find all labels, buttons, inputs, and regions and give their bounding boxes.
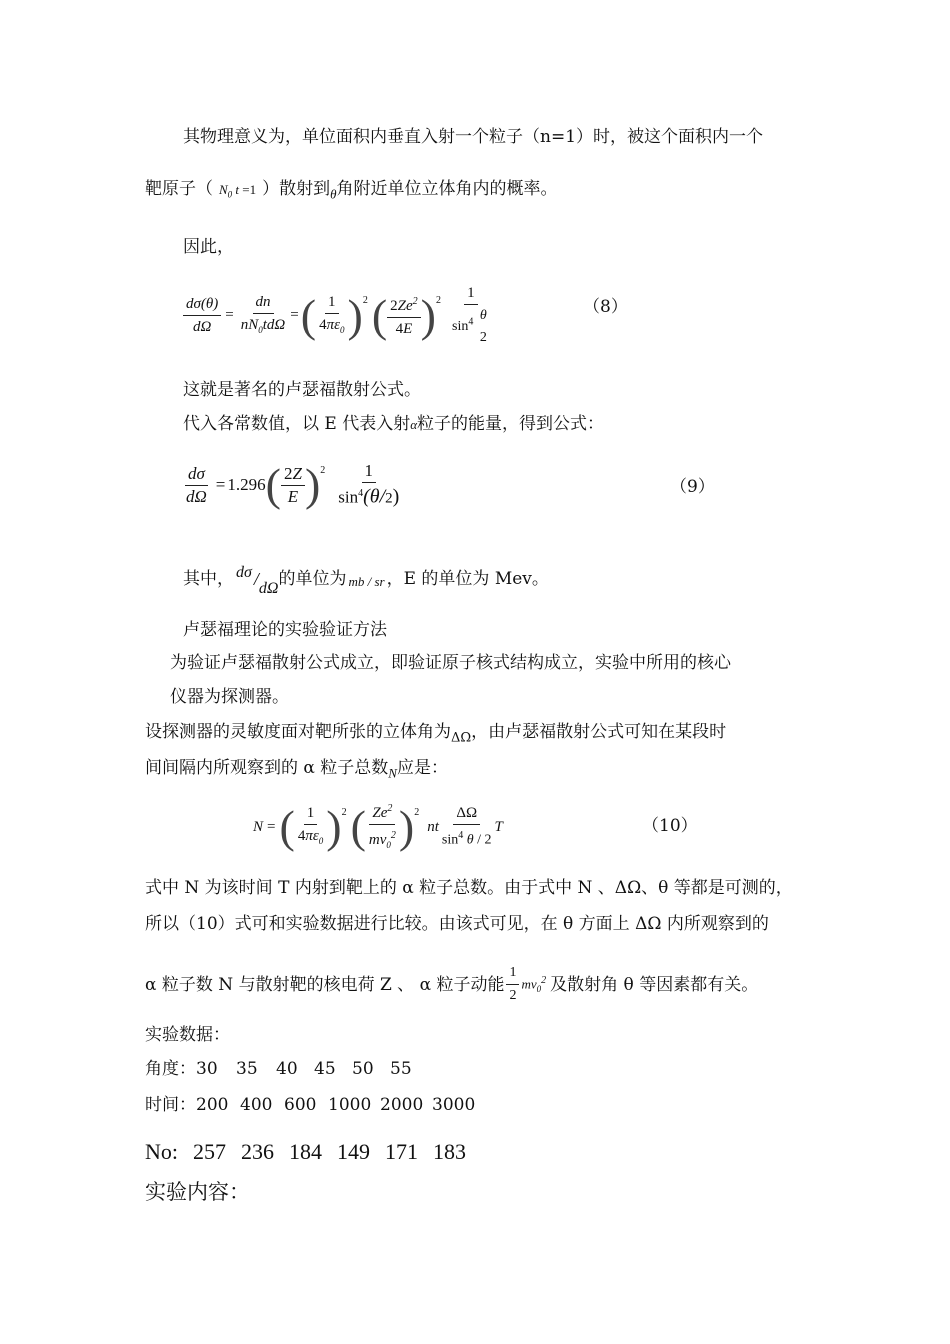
rutherford-formula-line: 这就是著名的卢瑟福散射公式。 xyxy=(183,380,421,400)
units-text-b: 的单位为 xyxy=(278,569,347,589)
angle-value: 40 xyxy=(276,1059,298,1079)
detector-text-c: 间间隔内所观察到的 α 粒子总数 xyxy=(145,758,389,778)
equation-10: N = ( $\frac{1}{4\pi\varepsilon_0}$ ) 2 ( $\frac{Ze^2}{mv_0^2}$ ) 2 nt $\frac{\Delta\Omega}{\sin^4 \theta / 2}$ T xyxy=(253,801,503,852)
time-row xyxy=(145,1094,482,1116)
angle-row xyxy=(145,1058,428,1080)
delta-omega-symbol: ΔΩ xyxy=(451,730,472,746)
units-text-a: 其中， xyxy=(183,569,234,589)
theta-symbol: θ xyxy=(330,186,337,202)
n0t-equals-1: $N_0$ t =1 xyxy=(219,182,257,200)
angle-value: 55 xyxy=(390,1059,412,1079)
eq9-coefficient: 1.296 xyxy=(227,475,266,494)
substitute-line xyxy=(183,413,604,436)
angle-label: 角度： xyxy=(145,1059,196,1079)
para1-text-a: 靶原子（ xyxy=(145,179,213,199)
substitute-text-a: 代入各常数值，以 E 代表入射 xyxy=(183,414,411,434)
n-symbol: N xyxy=(388,765,397,781)
count-row xyxy=(145,1138,481,1166)
units-mb-sr: mb / sr xyxy=(348,574,385,589)
detector-text-a: 设探测器的灵敏度面对靶所张的立体角为 xyxy=(145,722,451,742)
detector-line1 xyxy=(145,721,726,749)
alpha-symbol: α xyxy=(410,417,418,432)
method-title: 卢瑟福理论的实验验证方法 xyxy=(183,620,387,640)
para1-text-b: ）散射到 xyxy=(262,179,331,199)
time-label: 时间： xyxy=(145,1095,196,1115)
equation-8: $\frac{d\sigma(\theta)}{d\Omega}$ = $\frac{dn}{nN_0td\Omega}$ = ( $\frac{1}{4\pi\varepsilon_0}$ ) 2 ( $\frac{2Ze^2}{4E}$ ) 2 1 $\sin^4$ θ 2 xyxy=(183,284,493,347)
eq9-label: （9） xyxy=(670,477,715,497)
angle-value: 45 xyxy=(314,1059,336,1079)
para1-line2 xyxy=(145,178,558,206)
method-line2: 仪器为探测器。 xyxy=(170,687,289,707)
angle-value: 35 xyxy=(236,1059,258,1079)
explanation-line2: 所以（10）式可和实验数据进行比较。由该式可见，在 θ 方面上 ΔΩ 内所观察到的 xyxy=(145,914,769,934)
time-value: 400 xyxy=(240,1095,273,1115)
para1-line1: 其物理意义为，单位面积内垂直入射一个粒子（n=1）时，被这个面积内一个 xyxy=(183,127,764,147)
detector-line2 xyxy=(145,757,448,784)
count-value: 257 xyxy=(193,1139,226,1164)
explanation-line3: α 粒子数 N 与散射靶的核电荷 Z 、 α 粒子动能 $\frac{1}{2}$ $mv_0^2$ 及散射角 θ 等因素都有关。 xyxy=(145,965,759,1003)
explanation-text-a: α 粒子数 N 与散射靶的核电荷 Z 、 α 粒子动能 xyxy=(145,974,505,995)
method-line1: 为验证卢瑟福散射公式成立，即验证原子核式结构成立，实验中所用的核心 xyxy=(170,653,731,673)
data-heading: 实验数据： xyxy=(145,1025,230,1045)
eq8-label: （8） xyxy=(583,297,628,317)
count-value: 149 xyxy=(337,1139,370,1164)
count-value: 183 xyxy=(433,1139,466,1164)
angle-value: 50 xyxy=(352,1059,374,1079)
count-value: 236 xyxy=(241,1139,274,1164)
content-heading: 实验内容： xyxy=(145,1180,250,1204)
angle-value: 30 xyxy=(196,1059,218,1079)
units-text-c: ，E 的单位为 Mev。 xyxy=(386,569,549,589)
time-value: 3000 xyxy=(432,1095,476,1115)
explanation-line1: 式中 N 为该时间 T 内射到靶上的 α 粒子总数。由于式中 N 、ΔΩ、θ 等都是可测的， xyxy=(145,878,793,898)
count-value: 184 xyxy=(289,1139,322,1164)
detector-text-d: 应是： xyxy=(396,758,448,778)
substitute-text-b: 粒子的能量，得到公式： xyxy=(417,414,605,434)
count-value: 171 xyxy=(385,1139,418,1164)
time-value: 600 xyxy=(284,1095,317,1115)
count-label: No: xyxy=(145,1139,178,1164)
detector-text-b: ，由卢瑟福散射公式可知在某段时 xyxy=(471,722,727,742)
time-value: 1000 xyxy=(328,1095,372,1115)
eq10-label: （10） xyxy=(642,816,698,836)
therefore-text: 因此， xyxy=(183,237,234,257)
time-value: 200 xyxy=(196,1095,229,1115)
units-line: 其中， dσ / dΩ 的单位为 mb / sr ，E 的单位为 Mev。 xyxy=(183,564,549,597)
para1-text-c: 角附近单位立体角内的概率。 xyxy=(336,179,558,199)
equation-9: $\frac{d\sigma}{d\Omega}$ = 1.296 ( $\frac{2Z}{E}$ ) 2 $\frac{1}{\sin^4(\theta/2)}$ xyxy=(186,459,400,510)
time-value: 2000 xyxy=(380,1095,424,1115)
explanation-text-b: 及散射角 θ 等因素都有关。 xyxy=(550,974,759,995)
